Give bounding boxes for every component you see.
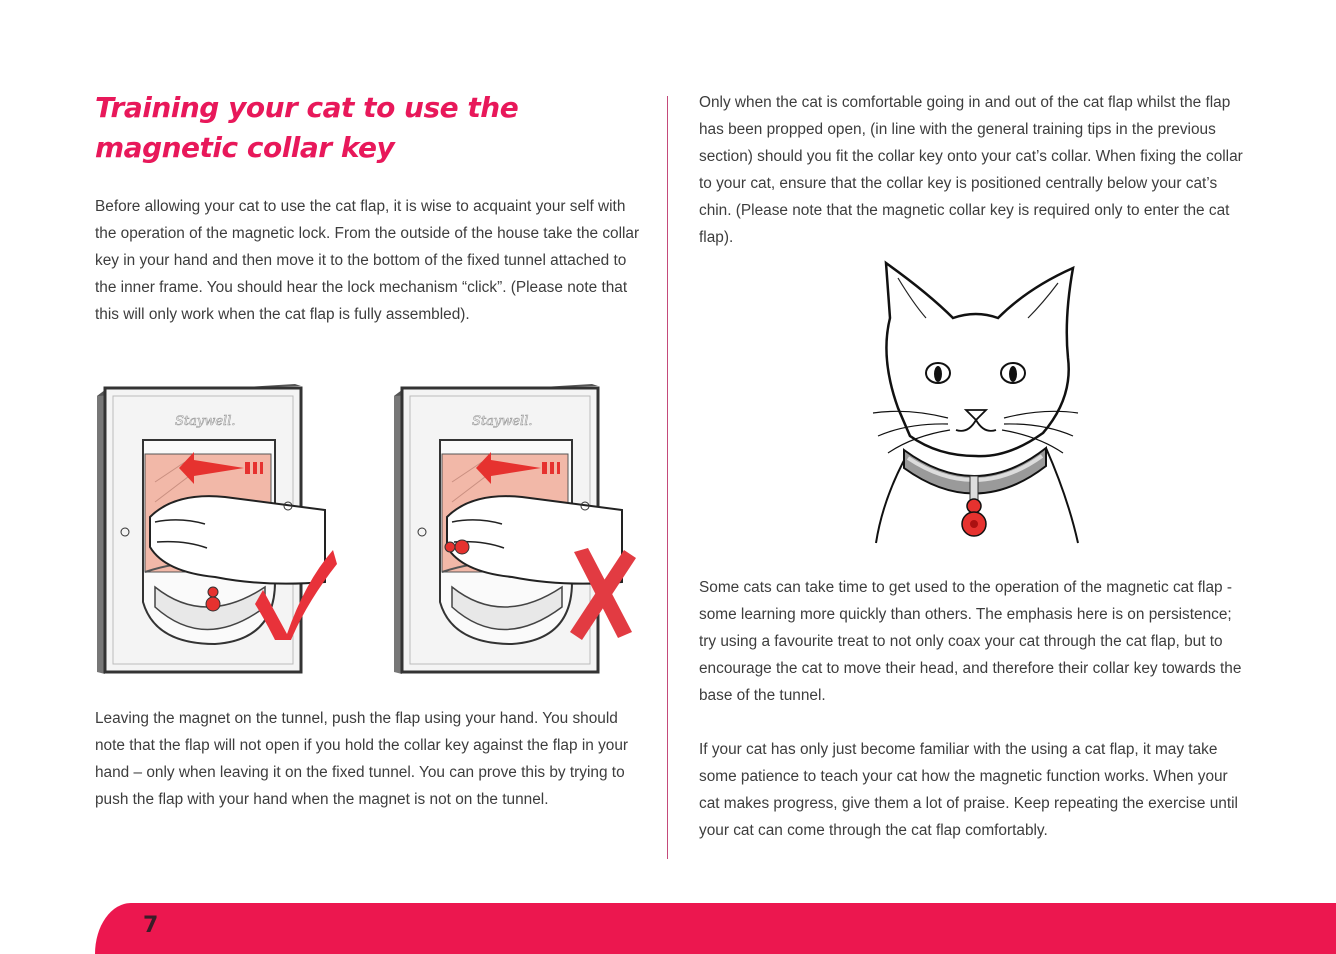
- staywell-logo: Staywell.: [175, 414, 236, 429]
- intro-paragraph: Before allowing your cat to use the cat flap, it is wise to acquaint your self with the operation of the magnetic lock. From the outside of the house take the collar key in your hand and then move it to the bottom of the fixed tunnel attached to the inner frame. You should hear the lock mechanism “click”. (Please note that this will only work when the cat flap is fully assembled).: [95, 198, 640, 323]
- column-divider: [667, 96, 668, 859]
- footer-bar: [95, 903, 1336, 954]
- cat-flap-correct-illustration: [95, 382, 345, 677]
- cat-flap-wrong-illustration: [392, 382, 642, 677]
- persistence-paragraph: Some cats can take time to get used to the operation of the magnetic cat flap - some learning more quickly than others. The emphasis here is on persistence; try using a favourite treat to not only coax your cat through the cat flap, but to encourage the cat to move their head, and therefore their collar key towards the base of the tunnel.: [699, 579, 1242, 704]
- cat-collar-illustration: [868, 258, 1083, 548]
- praise-paragraph: If your cat has only just become familiar with the using a cat flap, it may take some patience to teach your cat how the magnetic function works. When your cat makes progress, give them a lot of praise. Keep repeating the exercise until your cat can come through the cat flap comfortably.: [699, 741, 1238, 839]
- magnet-paragraph: Leaving the magnet on the tunnel, push the flap using your hand. You should note that the flap will not open if you hold the collar key against the flap in your hand – only when leaving it on the fixed tunnel. You can prove this by trying to push the flap with your hand when the magnet is not on the tunnel.: [95, 710, 629, 808]
- collar-paragraph: Only when the cat is comfortable going in and out of the cat flap whilst the flap has been propped open, (in line with the general training tips in the previous section) should you fit the collar key onto your cat’s collar. When fixing the collar to your cat, ensure that the collar key is positioned centrally below your cat’s chin. (Please note that the magnetic collar key is required only to enter the cat flap).: [699, 94, 1243, 246]
- staywell-logo-2: Staywell.: [472, 414, 533, 429]
- page-number: 7: [143, 913, 159, 938]
- page-title: Training your cat to use the magnetic collar key: [95, 91, 519, 164]
